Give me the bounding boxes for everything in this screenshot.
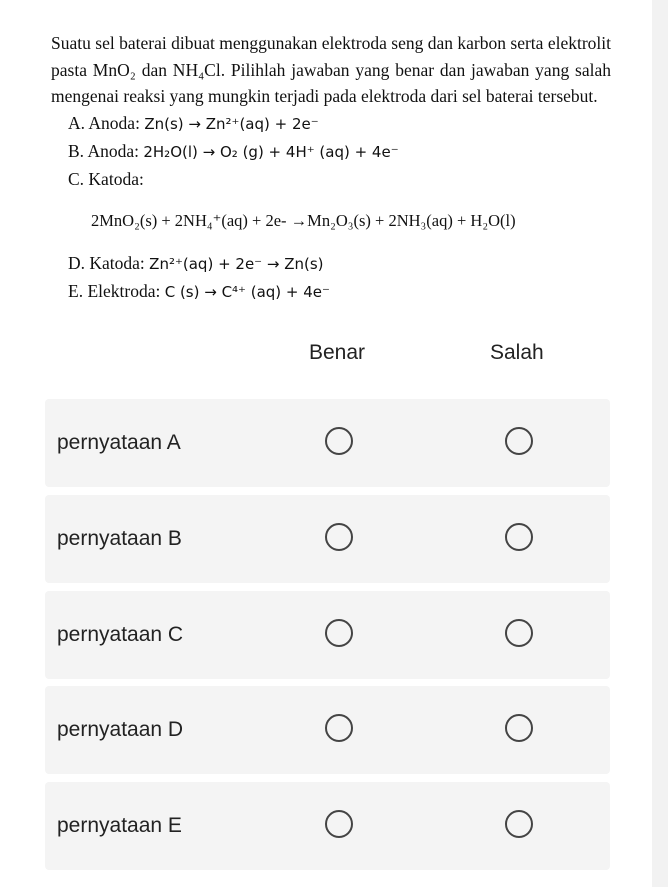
option-a-label: A. Anoda: (68, 112, 140, 133)
option-d-label: D. Katoda: (68, 252, 145, 273)
question-block (51, 30, 611, 306)
radio-salah-e[interactable] (505, 810, 533, 838)
radio-benar-a[interactable] (325, 427, 353, 455)
option-b-reaction: 2H₂O(l) → O₂ (g) + 4H⁺ (aq) + 4e⁻ (143, 142, 399, 161)
radio-benar-c[interactable] (325, 619, 353, 647)
option-a (68, 110, 611, 138)
row-label-e: pernyataan E (57, 814, 182, 837)
option-c (68, 166, 611, 193)
option-b (68, 138, 611, 166)
option-e-label: E. Elektroda: (68, 280, 161, 301)
radio-benar-e[interactable] (325, 810, 353, 838)
row-label-a: pernyataan A (57, 431, 181, 454)
option-d-reaction: Zn²⁺(aq) + 2e⁻ → Zn(s) (149, 254, 324, 273)
answer-row-a (45, 399, 610, 487)
option-e-reaction: C (s) → C⁴⁺ (aq) + 4e⁻ (164, 282, 330, 301)
answer-row-b (45, 495, 610, 583)
radio-benar-b[interactable] (325, 523, 353, 551)
option-c-reaction: 2MnO₂(s) + 2NH₄⁺(aq) + 2e- →Mn₂O₃(s) + 2NH₃(aq) + H₂O(l) (91, 211, 516, 230)
answer-row-c (45, 591, 610, 679)
radio-salah-a[interactable] (505, 427, 533, 455)
option-d (68, 250, 611, 278)
column-header-benar: Benar (309, 341, 366, 364)
option-c-label: C. Katoda: (68, 168, 144, 189)
radio-salah-d[interactable] (505, 714, 533, 742)
radio-salah-c[interactable] (505, 619, 533, 647)
radio-salah-b[interactable] (505, 523, 533, 551)
column-header-salah: Salah (490, 341, 544, 364)
question-stem: Suatu sel baterai dibuat menggunakan elektroda seng dan karbon serta elektrolit pasta MnO₂ dan NH₄Cl. Pilihlah jawaban yang benar dan jawaban yang salah mengenai reaksi yang mungkin terjadi pada elektroda dari sel baterai tersebut. (51, 33, 611, 106)
option-b-label: B. Anoda: (68, 140, 139, 161)
radio-benar-d[interactable] (325, 714, 353, 742)
row-label-d: pernyataan D (57, 718, 184, 741)
row-label-c: pernyataan C (57, 623, 184, 646)
answer-row-d (45, 686, 610, 774)
option-a-reaction: Zn(s) → Zn²⁺(aq) + 2e⁻ (144, 114, 319, 133)
row-label-b: pernyataan B (57, 527, 182, 550)
option-e (68, 278, 611, 306)
answer-row-e (45, 782, 610, 870)
